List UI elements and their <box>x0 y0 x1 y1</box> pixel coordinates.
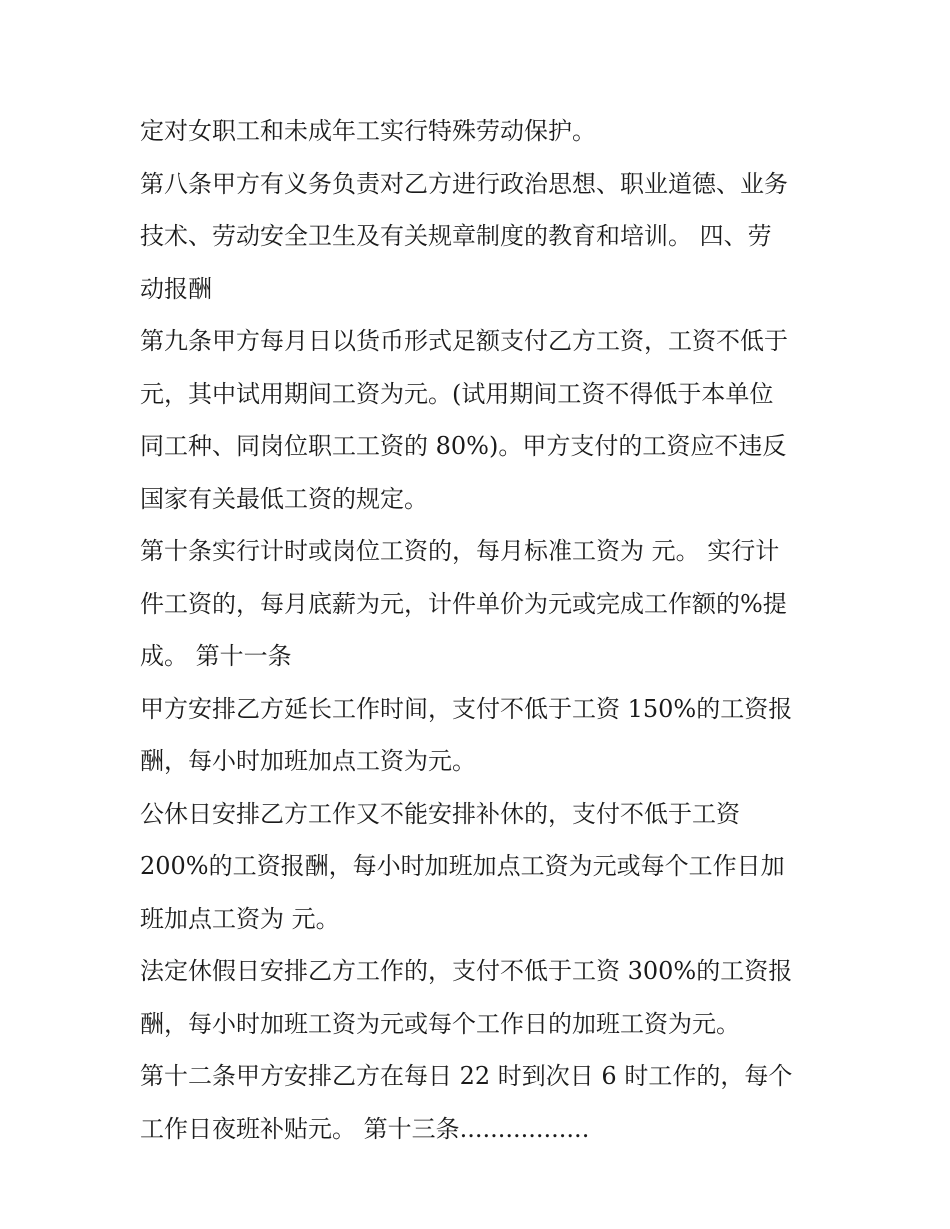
text-line: 200%的工资报酬，每小时加班加点工资为元或每个工作日加 <box>140 852 785 880</box>
text-line: 动报酬 <box>140 274 212 303</box>
text-line: 公休日安排乙方工作又不能安排补休的，支付不低于工资 <box>140 799 740 828</box>
text-line: 酬，每小时加班工资为元或每个工作日的加班工资为元。 <box>140 1009 740 1038</box>
contract-text-body <box>140 105 820 1155</box>
text-line: 元，其中试用期间工资为元。(试用期间工资不得低于本单位 <box>140 379 774 408</box>
text-line: 法定休假日安排乙方工作的，支付不低于工资 300%的工资报 <box>140 957 793 985</box>
text-line: 酬，每小时加班加点工资为元。 <box>140 747 476 775</box>
text-line: 成。 第十一条 <box>140 642 292 670</box>
text-line: 第八条甲方有义务负责对乙方进行政治思想、职业道德、业务 <box>140 169 788 198</box>
text-line: 国家有关最低工资的规定。 <box>140 484 428 513</box>
text-line: 定对女职工和未成年工实行特殊劳动保护。 <box>140 117 596 145</box>
text-line: 班加点工资为 元。 <box>140 904 340 933</box>
text-line: 第十二条甲方安排乙方在每日 22 时到次日 6 时工作的，每个 <box>140 1062 793 1090</box>
text-line: 同工种、同岗位职工工资的 80%)。甲方支付的工资应不违反 <box>140 432 787 460</box>
text-line: 件工资的，每月底薪为元，计件单价为元或完成工作额的%提 <box>140 589 787 618</box>
text-line: 第十条实行计时或岗位工资的，每月标准工资为 元。 实行计 <box>140 537 780 565</box>
text-line: 甲方安排乙方延长工作时间，支付不低于工资 150%的工资报 <box>140 694 793 723</box>
text-line: 工作日夜班补贴元。 第十三条................. <box>140 1114 590 1143</box>
text-line: 第九条甲方每月日以货币形式足额支付乙方工资，工资不低于 <box>140 327 788 355</box>
text-line: 技术、劳动安全卫生及有关规章制度的教育和培训。 四、劳 <box>140 222 772 250</box>
